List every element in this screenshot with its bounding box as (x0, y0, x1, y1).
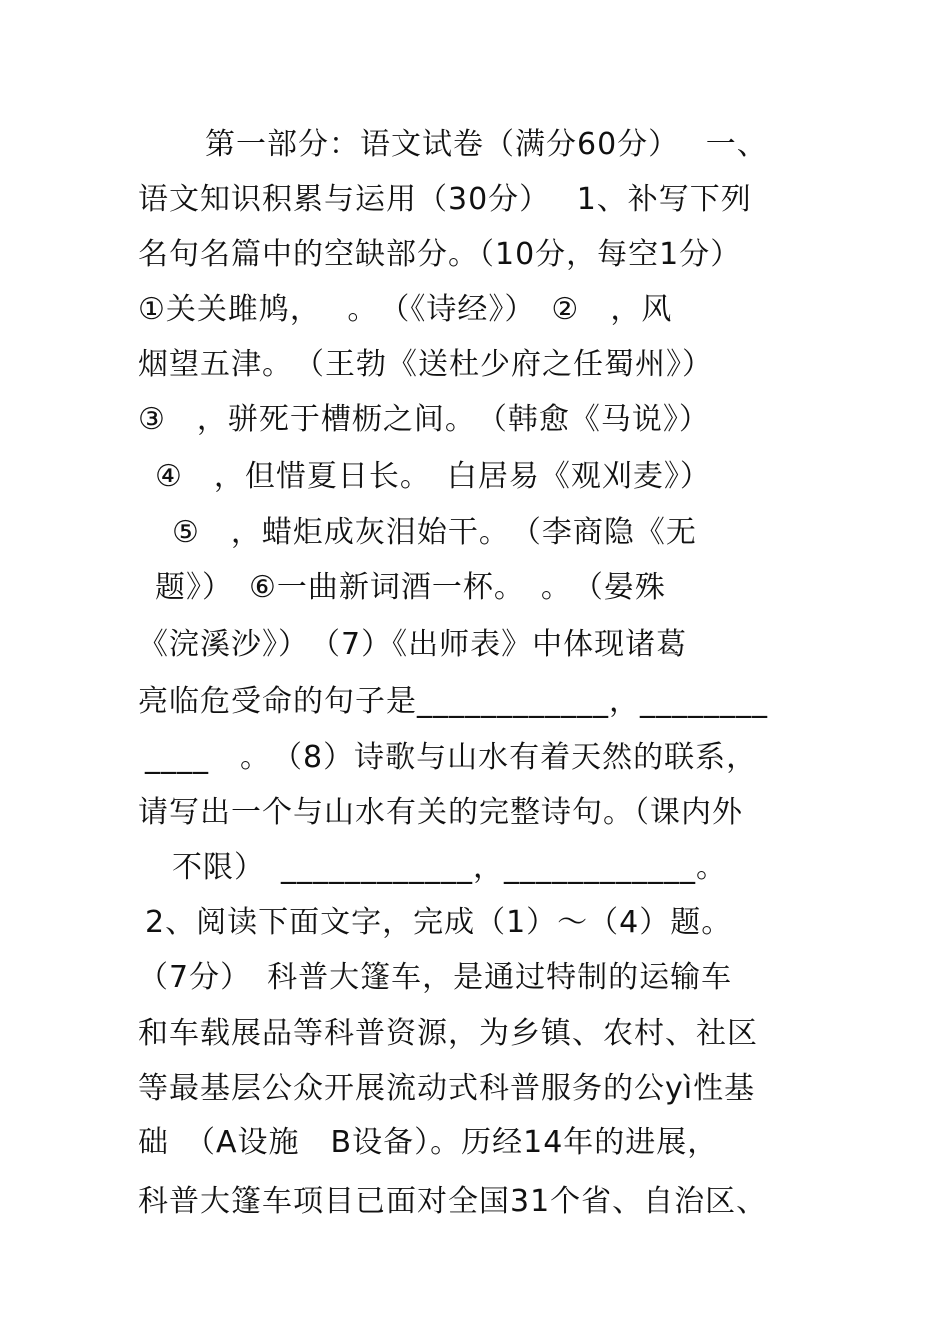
text-line-8: ⑤ ，蜡炬成灰泪始干。 （李商隐《无 (172, 515, 697, 550)
text-line-9: 题》） ⑥一曲新词酒一杯。 。 （晏殊 (155, 570, 666, 605)
text-line-10: 《浣溪沙》） （7）《出师表》中体现诸葛 (138, 627, 688, 662)
text-line-3: 名句名篇中的空缺部分。（10分，每空1分） (138, 237, 742, 272)
text-line-7: ④ ，但惜夏日长。 白居易《观刈麦》） (155, 459, 711, 494)
text-line-20: 科普大篷车项目已面对全国31个省、自治区、 (138, 1184, 768, 1219)
text-line-19: 础 （A设施 B设备）。历经14年的进展， (138, 1125, 719, 1160)
text-line-18: 等最基层公众开展流动式科普服务的公yì性基 (138, 1071, 756, 1106)
text-line-4: ①关关雎鸠， 。 （《诗经》） ② ，风 (138, 292, 673, 327)
text-line-15: 2、阅读下面文字，完成（1）～（4）题。 (145, 905, 733, 940)
text-line-13: 请写出一个与山水有关的完整诗句。（课内外 (138, 795, 743, 830)
text-line-14: 不限） ____________，____________。 (172, 850, 727, 885)
text-line-5: 烟望五津。 （王勃《送杜少府之任蜀州》） (138, 347, 713, 382)
text-line-12: ____ 。 （8）诗歌与山水有着天然的联系， (145, 740, 758, 775)
text-line-6: ③ ，骈死于槽枥之间。 （韩愈《马说》） (138, 402, 710, 437)
text-line-1: 第一部分：语文试卷（满分60分） 一、 (205, 127, 768, 162)
text-line-16: （7分） 科普大篷车，是通过特制的运输车 (138, 960, 733, 995)
text-line-17: 和车载展品等科普资源，为乡镇、农村、社区 (138, 1016, 758, 1051)
text-line-11: 亮临危受命的句子是____________，________ (138, 684, 768, 719)
text-line-2: 语文知识积累与运用（30分） 1、补写下列 (138, 182, 752, 217)
